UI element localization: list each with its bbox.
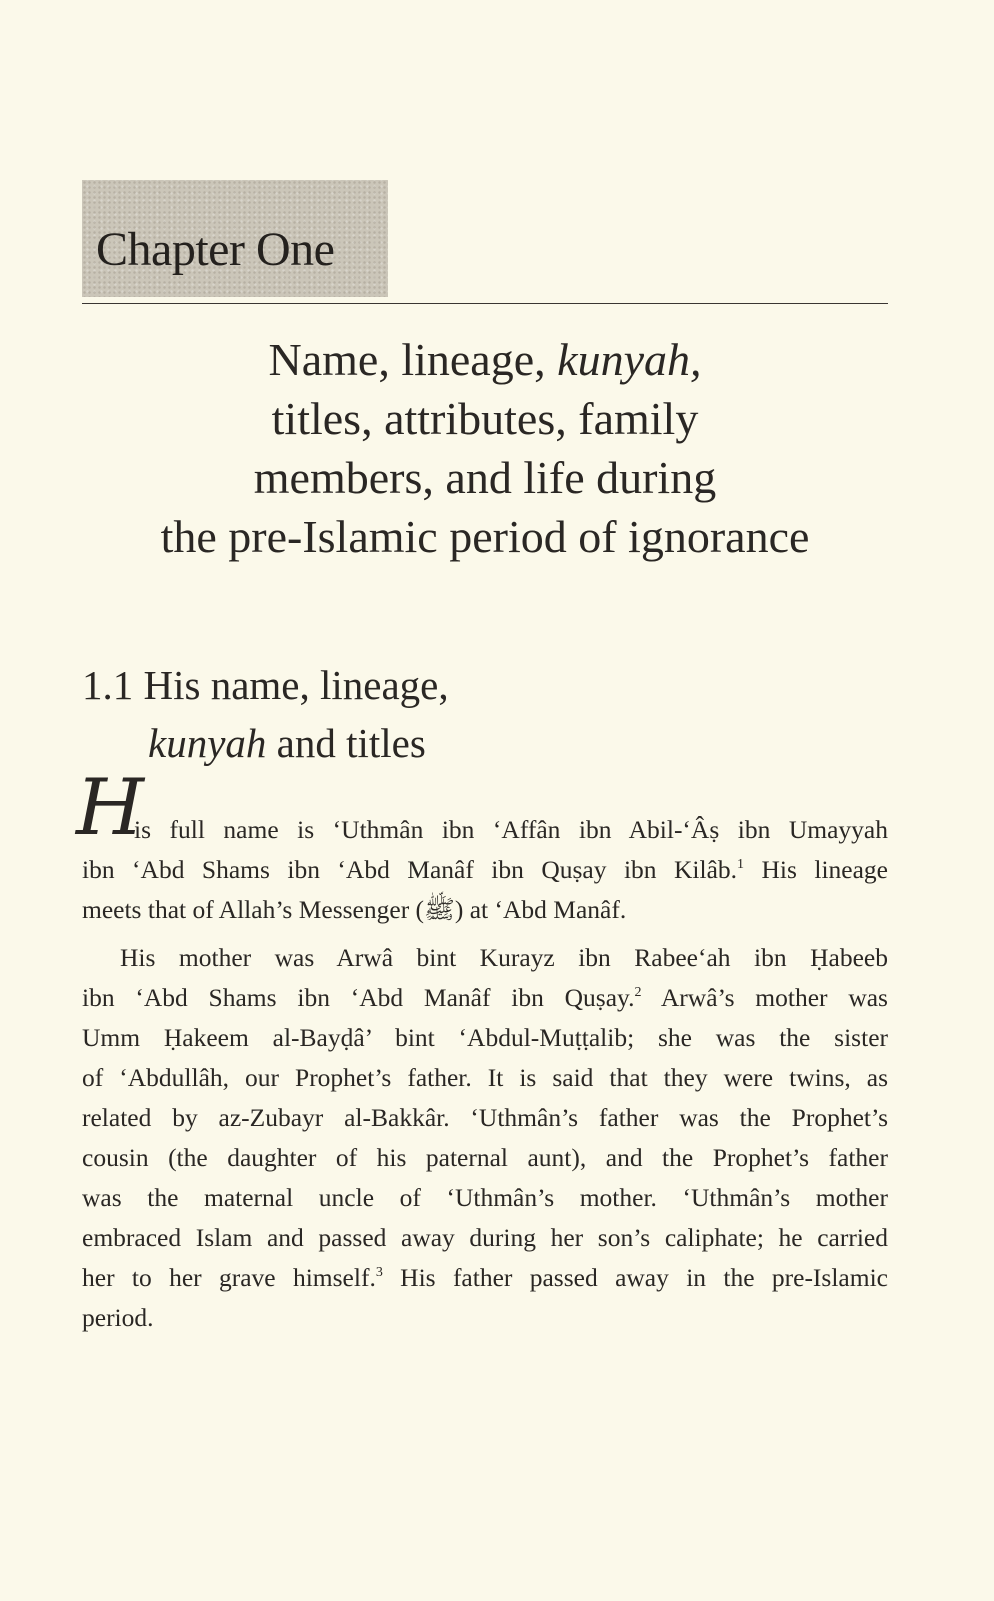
text-segment: ibn ‘Abd Shams ibn ‘Abd Manâf ibn Quṣay. [82,983,635,1012]
text-segment: is full name is ‘Uthmân ibn ‘Affân ibn Abil-‘Âṣ ibn Umayyah [134,815,888,844]
text-segment: related by az-Zubayr al-Bakkâr. ‘Uthmân’s father was the Prophet’s [82,1103,888,1132]
footnote-marker: 2 [634,985,642,1000]
section-heading-rest: and titles [266,720,426,766]
text-segment: His mother was Arwâ bint Kurayz ibn Rabee‘ah ibn Ḥabeeb [120,943,888,972]
text-line [82,1258,888,1298]
chapter-label: Chapter One [96,223,335,276]
text-segment: Name, lineage, [268,334,558,385]
text-segment: Umm Ḥakeem al-Bayḍâ’ bint ‘Abdul-Muṭṭalib; she was the sister [82,1023,888,1052]
text-segment: cousin (the daughter of his paternal aunt), and the Prophet’s father [82,1143,888,1172]
drop-cap: H [76,763,145,853]
text-line [82,1138,888,1178]
text-segment: Arwâ’s mother was [641,983,888,1012]
text-segment: titles, attributes, family [271,393,699,444]
text-line [82,1058,888,1098]
footnote-marker: 1 [737,857,745,872]
header-rule [82,303,888,304]
text-segment: her to her grave himself. [82,1263,376,1292]
section-heading-italic: kunyah [148,720,267,766]
section-heading [82,656,449,772]
text-segment: ibn ‘Abd Shams ibn ‘Abd Manâf ibn Quṣay ibn Kilâb. [82,855,738,884]
text-line [82,1018,888,1058]
text-segment: the pre-Islamic period of ignorance [160,511,810,562]
title-line [82,389,888,448]
text-line [82,890,888,930]
text-segment: His lineage [744,855,888,884]
text-segment: meets that of Allah’s Messenger (ﷺ) at ‘Abd Manâf. [82,895,627,924]
chapter-label-box [82,180,388,297]
section-heading-line-1: 1.1 His name, lineage, [82,662,449,708]
text-line [82,850,888,890]
text-segment: kunyah, [557,334,702,385]
title-line [82,330,888,389]
text-line [82,1218,888,1258]
footnote-marker: 3 [375,1265,383,1280]
chapter-title [82,330,888,566]
text-line [82,1178,888,1218]
text-segment: of ‘Abdullâh, our Prophet’s father. It is said that they were twins, as [82,1063,888,1092]
text-line [82,938,888,978]
text-segment: was the maternal uncle of ‘Uthmân’s mother. ‘Uthmân’s mother [82,1183,888,1212]
text-segment: period. [82,1303,154,1332]
body-text [76,763,888,1338]
text-line [82,978,888,1018]
title-line [82,448,888,507]
paragraph-gap [82,930,888,938]
text-segment: His father passed away in the pre-Islamic [382,1263,888,1292]
text-segment: embraced Islam and passed away during her son’s caliphate; he carried [82,1223,888,1252]
text-line [82,810,888,850]
text-line [82,1098,888,1138]
text-segment: members, and life during [253,452,717,503]
title-line [82,507,888,566]
text-line [82,1298,888,1338]
